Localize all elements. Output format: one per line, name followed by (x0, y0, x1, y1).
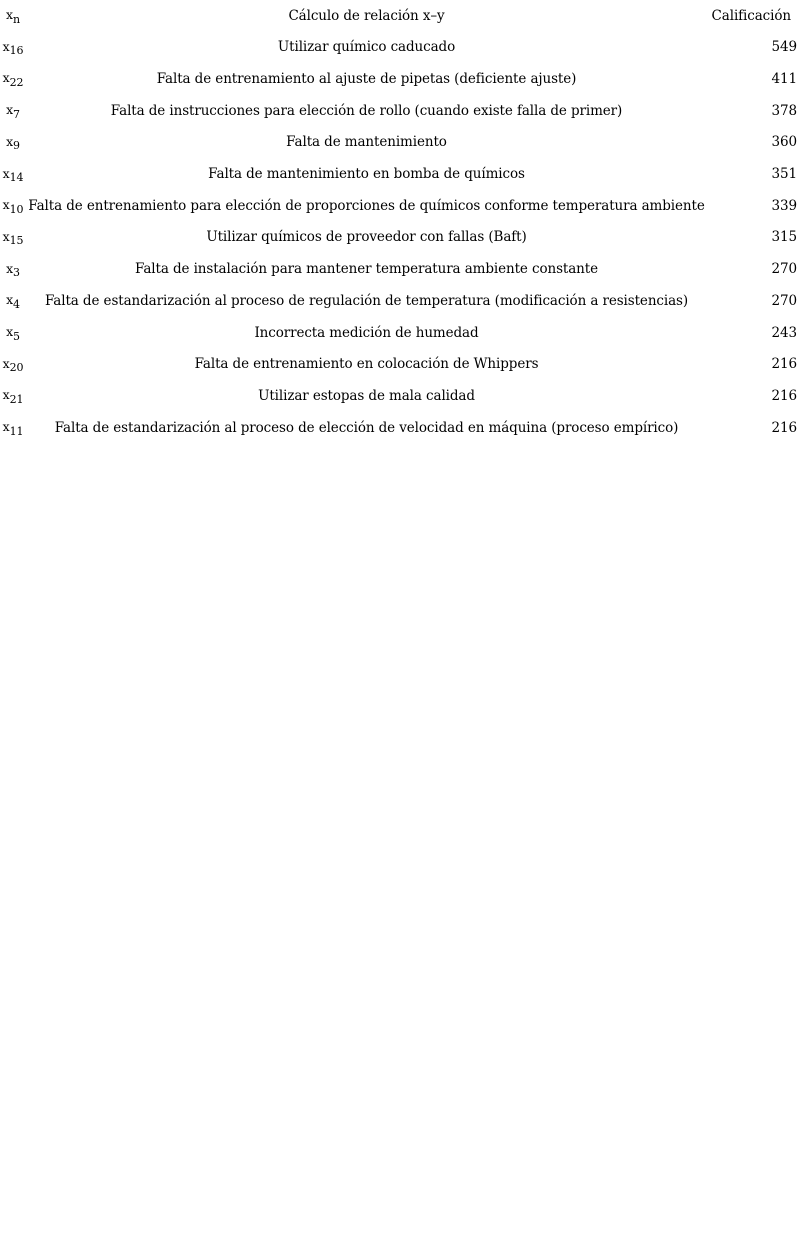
x-variable-base: x (6, 7, 13, 22)
x-variable-symbol (6, 317, 20, 349)
table-header (0, 0, 797, 32)
cell-variable-id (0, 349, 26, 381)
cell-score: 315 (771, 229, 797, 246)
x-variable-symbol (3, 380, 24, 412)
cell-score: 216 (771, 419, 797, 436)
x-variable-symbol (3, 32, 24, 64)
ranking-table-container (0, 0, 797, 444)
table-row (0, 190, 797, 222)
table-row (0, 159, 797, 191)
cell-description: Falta de instalación para mantener temperatura ambiente constante (134, 261, 598, 278)
x-variable-base: x (2, 228, 10, 244)
x-variable-symbol (6, 0, 20, 32)
x-variable-base: x (6, 133, 14, 149)
x-variable-base: x (6, 324, 14, 340)
x-variable-subscript: 20 (9, 361, 24, 375)
x-variable-base: x (2, 197, 10, 213)
x-variable-symbol (3, 63, 24, 95)
cell-score: 270 (771, 261, 797, 278)
x-variable-base: x (2, 165, 10, 181)
table-row (0, 63, 797, 95)
table-row (0, 317, 797, 349)
cell-variable-id (0, 317, 26, 349)
x-variable-subscript: 9 (13, 139, 20, 153)
x-variable-symbol (6, 127, 20, 159)
x-variable-subscript: 7 (13, 107, 20, 121)
cell-description: Utilizar químicos de proveedor con fallas (Baft) (206, 229, 527, 246)
cell-score: 216 (771, 387, 797, 404)
x-variable-subscript: 21 (9, 392, 24, 406)
column-header-id (0, 0, 26, 32)
cell-description: Incorrecta medición de humedad (254, 324, 479, 341)
cell-score: 351 (771, 166, 797, 183)
x-variable-symbol (3, 190, 24, 222)
table-row (0, 254, 797, 286)
table-body (0, 32, 797, 444)
cell-score: 549 (771, 39, 797, 56)
cell-variable-id (0, 159, 26, 191)
x-variable-symbol (6, 95, 20, 127)
column-header-description: Cálculo de relación x–y (288, 7, 445, 24)
table-header-row (0, 0, 797, 32)
x-variable-subscript: 22 (9, 75, 24, 89)
x-variable-base: x (2, 355, 10, 371)
cell-score: 339 (771, 197, 797, 214)
cell-description: Falta de instrucciones para elección de rollo (cuando existe falla de primer) (110, 102, 623, 119)
x-variable-base: x (6, 292, 14, 308)
cell-variable-id (0, 127, 26, 159)
table-row (0, 127, 797, 159)
cell-score: 270 (771, 292, 797, 309)
cell-variable-id (0, 63, 26, 95)
x-variable-base: x (6, 102, 14, 118)
cell-description: Falta de entrenamiento en colocación de Whippers (194, 356, 539, 373)
x-variable-subscript: 16 (9, 44, 24, 58)
x-variable-subscript: 4 (13, 297, 20, 311)
x-variable-base: x (6, 260, 14, 276)
causes-ranking-table (0, 0, 797, 444)
cell-description: Utilizar estopas de mala calidad (258, 387, 475, 404)
cell-description: Falta de estandarización al proceso de elección de velocidad en máquina (proceso empírico) (54, 419, 679, 436)
cell-variable-id (0, 254, 26, 286)
cell-description: Falta de estandarización al proceso de regulación de temperatura (modificación a resistencias) (44, 292, 689, 309)
x-variable-symbol (3, 222, 24, 254)
table-row (0, 380, 797, 412)
table-row (0, 285, 797, 317)
cell-score: 216 (771, 356, 797, 373)
x-variable-subscript: 10 (9, 202, 24, 216)
x-variable-symbol (3, 349, 24, 381)
x-variable-base: x (2, 70, 10, 86)
table-row (0, 95, 797, 127)
cell-score: 378 (771, 102, 797, 119)
x-variable-symbol (6, 254, 20, 286)
cell-variable-id (0, 190, 26, 222)
cell-description: Falta de entrenamiento para elección de proporciones de químicos conforme temperatura ambiente (28, 197, 705, 214)
table-row (0, 412, 797, 444)
column-header-score: Calificación (711, 7, 791, 24)
x-variable-subscript: 15 (9, 234, 24, 248)
x-variable-symbol (6, 285, 20, 317)
cell-score: 360 (771, 134, 797, 151)
cell-description: Falta de entrenamiento al ajuste de pipetas (deficiente ajuste) (156, 70, 577, 87)
x-variable-subscript: 11 (9, 424, 24, 438)
x-variable-base: x (2, 387, 10, 403)
table-row (0, 32, 797, 64)
table-row (0, 349, 797, 381)
x-variable-subscript: 3 (13, 266, 20, 280)
cell-score: 243 (771, 324, 797, 341)
x-variable-base: x (2, 38, 10, 54)
x-variable-symbol (3, 159, 24, 191)
cell-description: Falta de mantenimiento en bomba de químicos (208, 166, 525, 183)
cell-variable-id (0, 95, 26, 127)
x-variable-base: x (2, 419, 10, 435)
cell-score: 411 (771, 70, 797, 87)
cell-variable-id (0, 222, 26, 254)
cell-description: Utilizar químico caducado (277, 39, 456, 56)
table-row (0, 222, 797, 254)
cell-variable-id (0, 285, 26, 317)
x-variable-symbol (3, 412, 24, 444)
cell-variable-id (0, 32, 26, 64)
x-variable-subscript: 14 (9, 171, 24, 185)
cell-description: Falta de mantenimiento (286, 134, 447, 151)
cell-variable-id (0, 412, 26, 444)
cell-variable-id (0, 380, 26, 412)
x-variable-subscript: 5 (13, 329, 20, 343)
x-variable-subscript: n (12, 12, 20, 26)
